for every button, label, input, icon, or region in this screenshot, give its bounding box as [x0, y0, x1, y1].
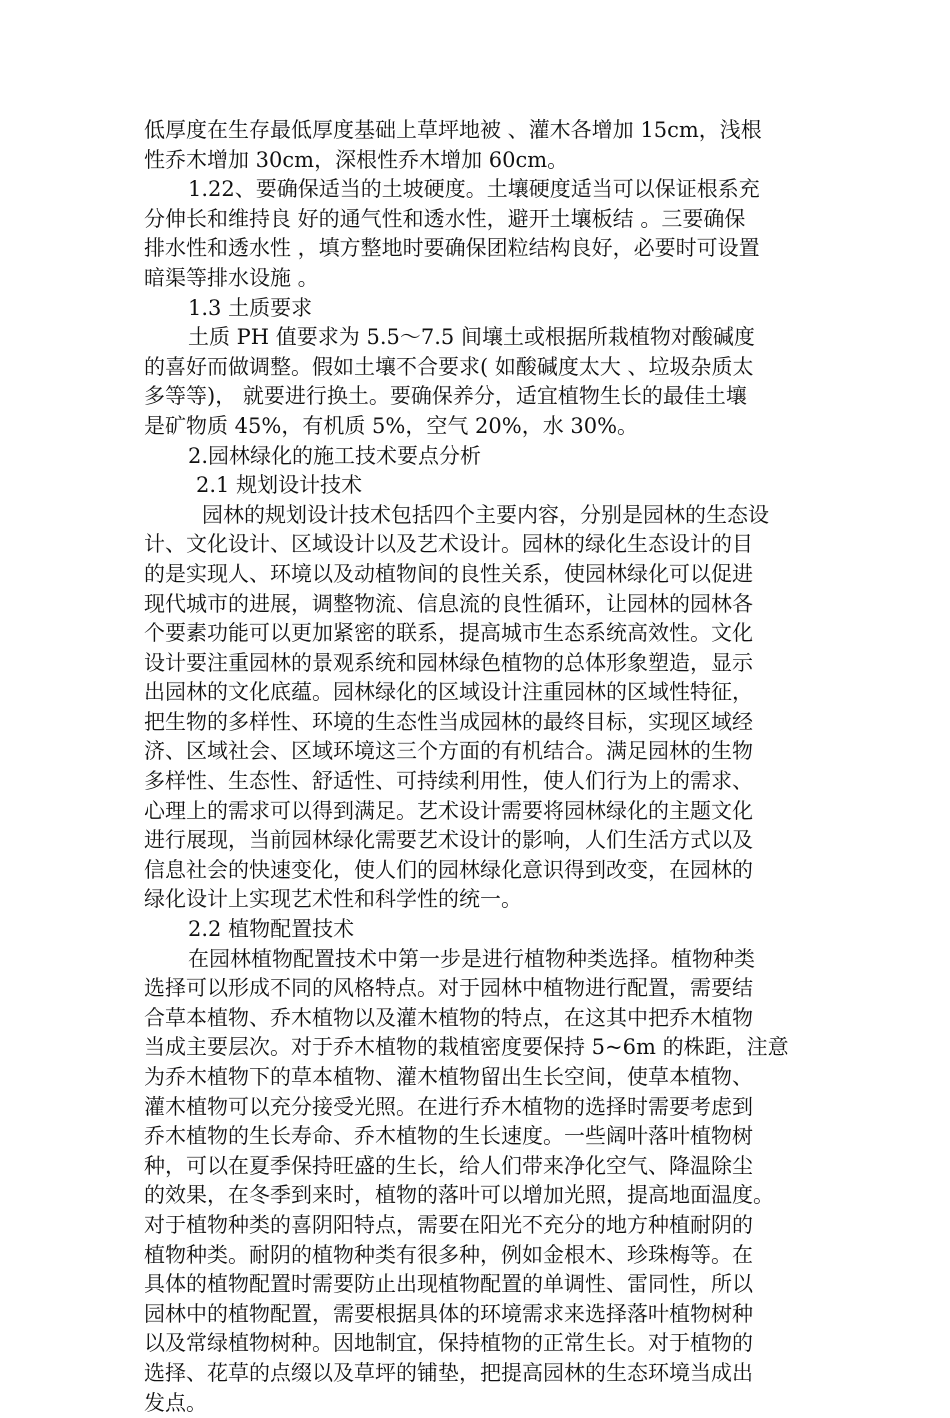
text-line: 以及常绿植物树种。因地制宜，保持植物的正常生长。对于植物的	[144, 1331, 753, 1356]
text-line: 园林中的植物配置，需要根据具体的环境需求来选择落叶植物树种	[144, 1301, 753, 1326]
text-line: 济、区域社会、区域环境这三个方面的有机结合。满足园林的生物	[144, 739, 753, 764]
text-line: 信息社会的快速变化，使人们的园林绿化意识得到改变，在园林的	[144, 857, 753, 882]
text-line: 计、文化设计、区域设计以及艺术设计。园林的绿化生态设计的目	[144, 532, 753, 557]
text-line: 出园林的文化底蕴。园林绿化的区域设计注重园林的区域性特征，	[144, 680, 753, 705]
text-line: 是矿物质 45%，有机质 5%，空气 20%，水 30%。	[144, 413, 639, 438]
text-line: 现代城市的进展，调整物流、信息流的良性循环，让园林的园林各	[144, 591, 753, 616]
subsection-heading: 2.2 植物配置技术	[188, 917, 355, 942]
text-line: 具体的植物配置时需要防止出现植物配置的单调性、雷同性，所以	[144, 1272, 753, 1297]
section-heading: 2.园林绿化的施工技术要点分析	[188, 443, 482, 468]
text-line: 当成主要层次。对于乔木植物的栽植密度要保持 5~6m 的株距，注意	[144, 1035, 789, 1060]
text-line: 灌木植物可以充分接受光照。在进行乔木植物的选择时需要考虑到	[144, 1094, 753, 1119]
text-line: 选择、花草的点缀以及草坪的铺垫，把提高园林的生态环境当成出	[144, 1360, 753, 1385]
text-line: 设计要注重园林的景观系统和园林绿色植物的总体形象塑造，显示	[144, 650, 753, 675]
text-line: 心理上的需求可以得到满足。艺术设计需要将园林绿化的主题文化	[144, 798, 753, 823]
text-line: 分伸长和维持良 好的通气性和透水性，避开土壤板结 。三要确保	[144, 206, 746, 231]
text-line: 植物种类。耐阴的植物种类有很多种，例如金根木、珍珠梅等。在	[144, 1242, 753, 1267]
text-line: 发点。	[144, 1390, 207, 1415]
paragraph-start-line: 1.22、要确保适当的土坡硬度。土壤硬度适当可以保证根系充	[188, 177, 760, 202]
paragraph-start-line: 园林的规划设计技术包括四个主要内容，分别是园林的生态设	[202, 502, 769, 527]
paragraph-start-line: 在园林植物配置技术中第一步是进行植物种类选择。植物种类	[188, 946, 755, 971]
text-line: 多样性、生态性、舒适性、可持续利用性，使人们行为上的需求、	[144, 769, 753, 794]
text-line: 进行展现，当前园林绿化需要艺术设计的影响，人们生活方式以及	[144, 828, 753, 853]
section-heading: 1.3 土质要求	[188, 295, 313, 320]
text-line: 对于植物种类的喜阴阳特点，需要在阳光不充分的地方种植耐阴的	[144, 1212, 753, 1237]
text-line: 低厚度在生存最低厚度基础上草坪地被 、灌木各增加 15cm，浅根	[144, 118, 762, 142]
text-line: 绿化设计上实现艺术性和科学性的统一。	[144, 887, 522, 912]
document-page	[144, 116, 824, 1418]
text-line: 多等等)， 就要进行换土。要确保养分，适宜植物生长的最佳土壤	[144, 384, 747, 409]
text-line: 的效果，在冬季到来时，植物的落叶可以增加光照，提高地面温度。	[144, 1183, 774, 1208]
text-line: 个要素功能可以更加紧密的联系，提高城市生态系统高效性。文化	[144, 621, 753, 646]
text-line: 选择可以形成不同的风格特点。对于园林中植物进行配置，需要结	[144, 976, 753, 1001]
text-line: 排水性和透水性 ，填方整地时要确保团粒结构良好，必要时可设置	[144, 236, 760, 261]
text-line: 为乔木植物下的草本植物、灌木植物留出生长空间，使草本植物、	[144, 1065, 753, 1089]
text-line: 的是实现人、环境以及动植物间的良性关系，使园林绿化可以促进	[144, 561, 753, 586]
text-line: 种，可以在夏季保持旺盛的生长，给人们带来净化空气、降温除尘	[144, 1153, 753, 1178]
paragraph-start-line: 土质 PH 值要求为 5.5～7.5 间壤土或根据所栽植物对酸碱度	[188, 325, 755, 350]
text-line: 性乔木增加 30cm，深根性乔木增加 60cm。	[144, 147, 569, 172]
text-line: 乔木植物的生长寿命、乔木植物的生长速度。一些阔叶落叶植物树	[144, 1124, 753, 1149]
text-line: 合草本植物、乔木植物以及灌木植物的特点，在这其中把乔木植物	[144, 1005, 753, 1030]
text-line: 把生物的多样性、环境的生态性当成园林的最终目标，实现区域经	[144, 709, 753, 734]
subsection-heading: 2.1 规划设计技术	[196, 473, 363, 498]
text-line: 的喜好而做调整。假如土壤不合要求( 如酸碱度太大 、垃圾杂质太	[144, 354, 754, 379]
text-line: 暗渠等排水设施 。	[144, 265, 319, 290]
